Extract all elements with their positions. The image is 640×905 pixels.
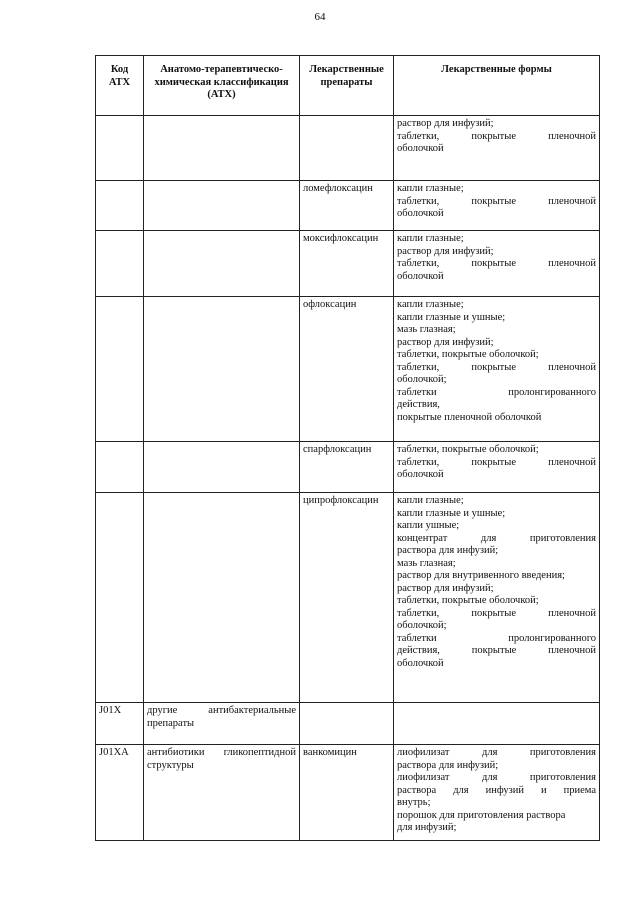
form-line: оболочкой xyxy=(397,469,444,480)
cell-forms xyxy=(394,231,600,297)
cell-classification xyxy=(144,181,300,231)
cell-classification xyxy=(144,745,300,841)
table-row xyxy=(96,745,600,841)
form-line: капли глазные и ушные; xyxy=(397,311,506,323)
cell-drug-text: моксифлоксацин xyxy=(303,233,379,244)
cell-drug xyxy=(300,703,394,745)
table-row xyxy=(96,442,600,493)
form-line: лиофилизат для приготовления xyxy=(397,747,596,758)
cell-code xyxy=(96,745,144,841)
cell-forms xyxy=(394,703,600,745)
form-line: внутрь; xyxy=(397,797,431,808)
table-row xyxy=(96,493,600,703)
form-line: мазь глазная; xyxy=(397,324,456,335)
form-line: оболочкой xyxy=(397,208,444,219)
header-forms: Лекарственные формы xyxy=(394,56,600,116)
header-code: Код АТХ xyxy=(96,56,144,116)
cell-drug xyxy=(300,745,394,841)
cell-drug-text: ванкомицин xyxy=(303,747,357,758)
header-classification: Анатомо-терапевтическо-химическая классификация (АТХ) xyxy=(144,56,300,116)
cell-classification xyxy=(144,703,300,745)
cell-drug xyxy=(300,493,394,703)
cell-drug xyxy=(300,442,394,493)
table-row xyxy=(96,181,600,231)
cell-code xyxy=(96,116,144,181)
table-row xyxy=(96,231,600,297)
form-line: лиофилизат для приготовления xyxy=(397,772,596,783)
form-line: таблетки пролонгированного xyxy=(397,386,596,398)
form-line: капли ушные; xyxy=(397,520,460,531)
form-line: таблетки, покрытые пленочной xyxy=(397,456,596,468)
header-drugs: Лекарственные препараты xyxy=(300,56,394,116)
cell-forms xyxy=(394,297,600,442)
form-line: концентрат для приготовления xyxy=(397,532,596,544)
cell-forms xyxy=(394,116,600,181)
form-line: для инфузий; xyxy=(397,822,457,833)
cell-code xyxy=(96,493,144,703)
cell-forms xyxy=(394,745,600,841)
form-line: раствор для инфузий; xyxy=(397,582,494,594)
form-line: капли глазные; xyxy=(397,183,464,194)
form-line: мазь глазная; xyxy=(397,557,456,569)
cell-classification xyxy=(144,116,300,181)
cell-code-text: J01XA xyxy=(99,747,129,758)
form-line: таблетки, покрытые пленочной xyxy=(397,195,596,207)
form-line: раствор для инфузий; xyxy=(397,245,494,257)
table-row xyxy=(96,297,600,442)
form-line: таблетки, покрытые пленочной xyxy=(397,258,596,269)
table-row xyxy=(96,703,600,745)
page-number: 64 xyxy=(314,11,326,23)
form-line: оболочкой xyxy=(397,270,444,282)
form-line: раствора для инфузий и приема xyxy=(397,784,596,796)
table-body xyxy=(96,116,600,841)
form-line: раствор для инфузий; xyxy=(397,118,494,129)
cell-code xyxy=(96,297,144,442)
form-line: оболочкой xyxy=(397,143,444,154)
cell-forms xyxy=(394,493,600,703)
cell-classification xyxy=(144,442,300,493)
cell-classification xyxy=(144,297,300,442)
form-line: капли глазные; xyxy=(397,233,464,244)
form-line: действия, покрытые пленочной xyxy=(397,645,596,656)
form-line: оболочкой; xyxy=(397,620,447,631)
form-line: капли глазные; xyxy=(397,299,464,310)
cell-classification xyxy=(144,493,300,703)
form-line: раствор для инфузий; xyxy=(397,336,494,348)
cell-forms xyxy=(394,442,600,493)
cell-code xyxy=(96,181,144,231)
form-line: покрытые пленочной оболочкой xyxy=(397,411,542,423)
form-line: капли глазные и ушные; xyxy=(397,507,506,519)
form-line: оболочкой xyxy=(397,657,444,669)
form-line: оболочкой; xyxy=(397,374,447,385)
cell-classification xyxy=(144,231,300,297)
form-line: таблетки, покрытые пленочной xyxy=(397,130,596,142)
cell-drug xyxy=(300,231,394,297)
form-line: раствора для инфузий; xyxy=(397,545,499,556)
cell-drug-text: ломефлоксацин xyxy=(303,183,373,194)
cell-classification-text: другие антибактериальные препараты xyxy=(147,705,296,729)
cell-drug xyxy=(300,181,394,231)
form-line: таблетки пролонгированного xyxy=(397,632,596,644)
form-line: порошок для приготовления раствора xyxy=(397,809,566,821)
form-line: таблетки, покрытые оболочкой; xyxy=(397,444,539,455)
form-line: капли глазные; xyxy=(397,495,464,506)
form-line: раствора для инфузий; xyxy=(397,759,499,771)
cell-code xyxy=(96,442,144,493)
cell-code-text: J01X xyxy=(99,705,122,716)
cell-drug-text: офлоксацин xyxy=(303,299,357,310)
table-header-row xyxy=(96,56,600,116)
cell-drug xyxy=(300,297,394,442)
cell-drug-text: ципрофлоксацин xyxy=(303,495,379,506)
cell-drug-text: спарфлоксацин xyxy=(303,444,372,455)
form-line: таблетки, покрытые оболочкой; xyxy=(397,595,539,606)
cell-classification-text: антибиотики гликопептидной структуры xyxy=(147,747,296,771)
atx-drug-table xyxy=(95,55,600,841)
cell-code xyxy=(96,703,144,745)
cell-code xyxy=(96,231,144,297)
form-line: таблетки, покрытые оболочкой; xyxy=(397,349,539,360)
form-line: раствор для внутривенного введения; xyxy=(397,570,565,581)
table-row xyxy=(96,116,600,181)
form-line: таблетки, покрытые пленочной xyxy=(397,607,596,619)
cell-forms xyxy=(394,181,600,231)
form-line: таблетки, покрытые пленочной xyxy=(397,361,596,373)
form-line: действия, xyxy=(397,399,440,410)
cell-drug xyxy=(300,116,394,181)
